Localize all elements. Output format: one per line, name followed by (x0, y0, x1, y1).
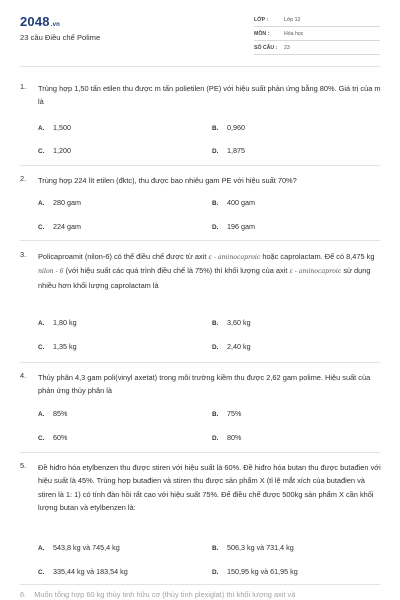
option-a[interactable]: A. 85% (38, 409, 68, 418)
page-header (0, 0, 400, 66)
logo-domain: .vn (50, 22, 61, 28)
meta-count-value: 23 (284, 45, 290, 51)
question-text: Trùng hợp 224 lít etilen (đktc), thu được bao nhiêu gam PE với hiệu suất 70%? (38, 176, 297, 185)
question-text: Muốn tổng hợp 60 kg thủy tinh hữu cơ (thủy tinh plexiglat) thì khối lượng axit và (34, 590, 296, 599)
option-d[interactable]: D. 196 gam (212, 222, 255, 231)
option-c[interactable]: C. 335,44 kg và 183,54 kg (38, 567, 128, 576)
meta-count-row (254, 42, 380, 55)
formula-nilon6: nilon - 6 (38, 268, 64, 276)
meta-count-label: SỐ CÂU : (254, 45, 278, 51)
option-b[interactable]: B. 506,3 kg và 731,4 kg (212, 543, 294, 552)
option-b[interactable]: B. 3,60 kg (212, 318, 251, 327)
option-d[interactable]: D. 80% (212, 433, 242, 442)
question-text: Policaproamit (nilon-6) có thể điều chế được từ axit ε - aminocaproic hoặc caprolactam. Để có 8,475 kg nilon - 6 (với hiệu suất các quá trình điều chế là 75%) thì khối lượng của axit ε - aminocaproic sử dụng nhiều hơn khối lượng caprolactam là (38, 252, 375, 290)
question-divider (20, 584, 380, 585)
question-number: 1. (20, 82, 27, 91)
option-a[interactable]: A. 1,80 kg (38, 318, 77, 327)
option-d[interactable]: D. 2,40 kg (212, 342, 251, 351)
header-divider (20, 66, 380, 67)
option-c[interactable]: C. 1,35 kg (38, 342, 77, 351)
meta-class-label: LỚP : (254, 17, 269, 23)
meta-subject-value: Hóa học (284, 31, 304, 37)
option-b[interactable]: B. 400 gam (212, 198, 255, 207)
option-a[interactable]: A. 543,8 kg và 745,4 kg (38, 543, 120, 552)
option-d[interactable]: D. 1,875 (212, 146, 245, 155)
question-number: 4. (20, 371, 27, 380)
document-title: 23 câu Điều chế Polime (20, 33, 101, 42)
formula-aminocaproic: ε - aminocaproic (208, 254, 261, 261)
question-divider (20, 165, 380, 166)
option-d[interactable]: D. 150,95 kg và 61,95 kg (212, 567, 298, 576)
option-c[interactable]: C. 224 gam (38, 222, 81, 231)
meta-subject-row (254, 28, 380, 41)
meta-subject-label: MÔN : (254, 31, 270, 37)
question-number: 2. (20, 174, 27, 183)
question-number: 3. (20, 250, 27, 259)
question-divider (20, 452, 380, 453)
question-text: Thủy phân 4,3 gam poli(vinyl axetat) trong môi trường kiềm thu được 2,62 gam polime. Hiệu suất của phản ứng thủy phân là (38, 373, 371, 396)
formula-aminocaproic: ε - aminocaproic (289, 268, 342, 276)
option-c[interactable]: C. 1,200 (38, 146, 71, 155)
question-divider (20, 240, 380, 241)
option-a[interactable]: A. 280 gam (38, 198, 81, 207)
question-text: Đề hiđro hóa etylbenzen thu được stiren với hiệu suất là 60%. Đề hiđro hóa butan thu được butađien với hiệu suất là 45%. Trùng hợp butađien và stiren thu được sản phẩm X (tỉ lệ mắt xích của butađien và stiren là 1: 1) có tính đàn hồi rất cao với hiệu suất 75%. Để điều chế được 500kg sản phẩm X cần khối lượng butan và etylbenzen là: (38, 463, 381, 512)
meta-class-row (254, 14, 380, 27)
site-logo[interactable]: 2048.vn (20, 14, 61, 29)
option-b[interactable]: B. 75% (212, 409, 242, 418)
meta-class-value: Lớp 12 (284, 17, 301, 23)
question-number: 6. (20, 590, 27, 599)
option-a[interactable]: A. 1,500 (38, 123, 71, 132)
option-b[interactable]: B. 0,960 (212, 123, 245, 132)
question-number: 5. (20, 461, 27, 470)
question-text: Trùng hợp 1,50 tấn etilen thu được m tấn polietilen (PE) với hiệu suất phản ứng bằng 80%. Giá trị của m là (38, 84, 381, 107)
question-divider (20, 362, 380, 363)
question-6-partial (20, 590, 380, 599)
option-c[interactable]: C. 60% (38, 433, 68, 442)
